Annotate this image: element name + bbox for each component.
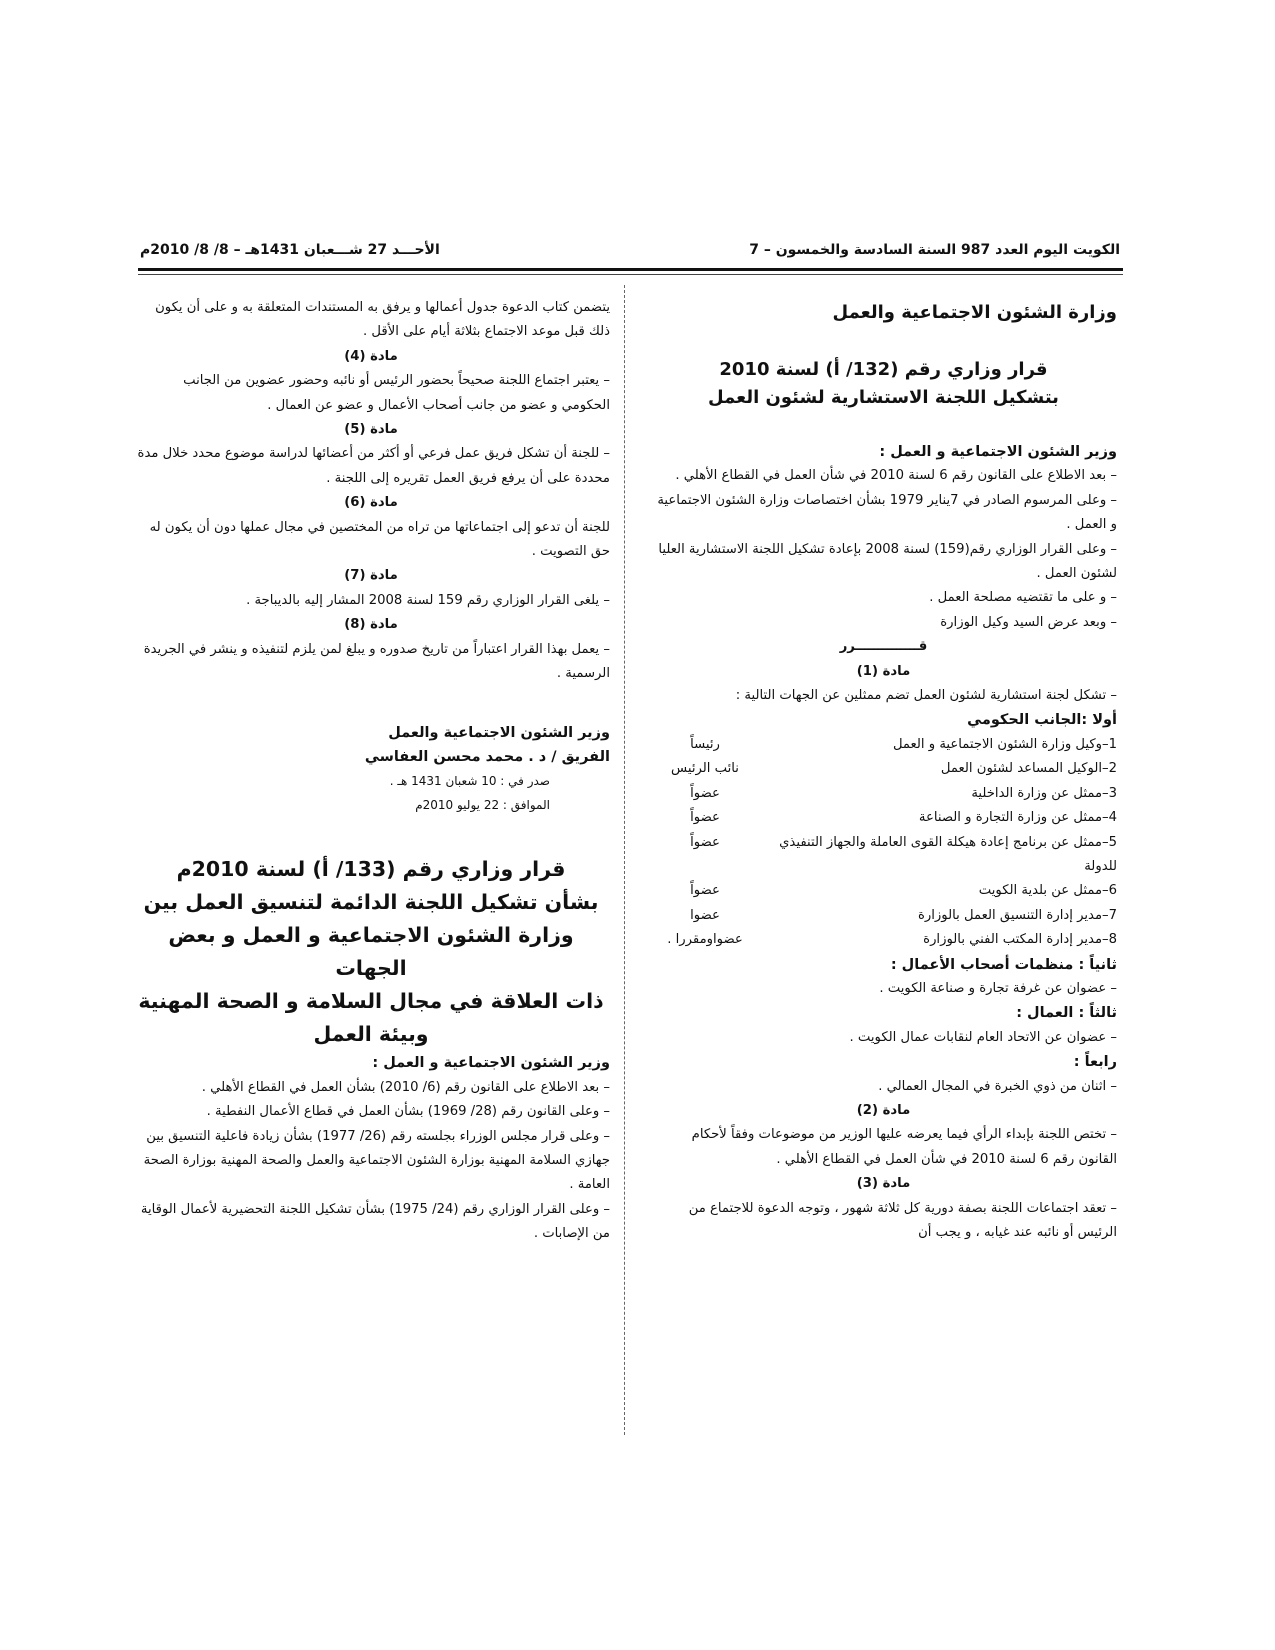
left-column (132, 296, 610, 1247)
representative-role: عضواً (690, 810, 720, 826)
representative-name: 2–الوكيل المساعد لشئون العمل (940, 761, 1117, 777)
representative-row (650, 757, 1117, 781)
preamble-item: – وبعد عرض السيد وكيل الوزارة (940, 614, 1117, 630)
preamble-item: – وعلى القانون رقم (28/ 1969) بشأن العمل في قطاع الأعمال النفطية . (206, 1104, 610, 1120)
preamble-item: – بعد الاطلاع على القانون رقم 6 لسنة 2010 في شأن العمل في القطاع الأهلي . (675, 468, 1117, 484)
article-2-title: مادة (2) (856, 1102, 911, 1118)
representative-row (650, 806, 1117, 830)
article-4-title: مادة (4) (344, 348, 398, 364)
header-issue-info: الكويت اليوم العدد 987 السنة السادسة والخمسون – 7 (749, 242, 1120, 258)
decision-2-title-line: بشأن تشكيل اللجنة الدائمة لتنسيق العمل بين (143, 890, 599, 915)
article-5-title: مادة (5) (344, 422, 398, 438)
column-divider (624, 285, 625, 1435)
page-header (140, 238, 1120, 266)
representative-row (650, 782, 1117, 806)
decision-title-line-2: بتشكيل اللجنة الاستشارية لشئون العمل (708, 387, 1059, 408)
header-rule (138, 268, 1123, 271)
representative-name: 6–ممثل عن بلدية الكويت (978, 883, 1117, 899)
article-1-text: – تشكل لجنة استشارية لشئون العمل تضم ممثلين عن الجهات التالية : (735, 688, 1117, 704)
article-5-text: – للجنة أن تشكل فريق عمل فرعي أو أكثر من أعضائها لدراسة موضوع محدد خلال مدة محددة على أن يرفع فريق العمل تقريره إلى اللجنة . (137, 446, 610, 486)
signature-name: الفريق / د . محمد محسن العفاسي (364, 748, 610, 765)
article-7-title: مادة (7) (344, 568, 398, 584)
preamble-item: – و على ما تقتضيه مصلحة العمل . (929, 590, 1117, 606)
representative-name: 8–مدير إدارة المكتب الفني بالوزارة (923, 932, 1117, 948)
article-1-title: مادة (1) (856, 663, 911, 679)
decision-2-title-line: وزارة الشئون الاجتماعية و العمل و بعض الجهات (168, 923, 574, 981)
article-6-text: للجنة أن تدعو إلى اجتماعاتها من تراه من المختصين في مجال عملها دون أن يكون له حق التصويت . (149, 519, 610, 560)
decision-2-title-line: ذات العلاقة في مجال السلامة و الصحة المهنية (138, 989, 604, 1014)
representative-role: نائب الرئيس (671, 761, 739, 777)
corresponding-date: الموافق : 22 يوليو 2010م (415, 798, 550, 813)
fourth-text: – اثنان من ذوي الخبرة في المجال العمالي . (878, 1078, 1117, 1094)
decides-heading: قــــــــــــــرر (839, 639, 928, 655)
representative-row (650, 928, 1117, 952)
representative-row (650, 831, 1117, 880)
representative-name: 5–ممثل عن برنامج إعادة هيكلة القوى العاملة والجهاز التنفيذي للدولة (779, 834, 1117, 874)
fourth-heading: رابعاً : (1073, 1054, 1117, 1071)
minister-heading: وزير الشئون الاجتماعية و العمل : (879, 444, 1117, 460)
representative-role: عضوا (690, 907, 720, 923)
preamble-item: – وعلى القرار الوزاري رقم (24/ 1975) بشأن تشكيل اللجنة التحضيرية لأعمال الوقاية من الإصابات . (140, 1201, 610, 1242)
article-3-continuation: يتضمن كتاب الدعوة جدول أعمالها و يرفق به المستندات المتعلقة به و على أن يكون ذلك قبل موعد الاجتماع بثلاثة أيام على الأقل . (155, 300, 610, 340)
ministry-name: وزارة الشئون الاجتماعية والعمل (832, 302, 1117, 323)
representative-name: 4–ممثل عن وزارة التجارة و الصناعة (918, 810, 1117, 826)
article-2-text: – تختص اللجنة بإبداء الرأي فيما يعرضه عليها الوزير من موضوعات وفقاً لأحكام القانون رقم 6 لسنة 2010 في شأن العمل في القطاع الأهلي . (691, 1127, 1117, 1167)
preamble-item: – وعلى المرسوم الصادر في 7يناير 1979 بشأن اختصاصات وزارة الشئون الاجتماعية و العمل . (657, 492, 1117, 533)
representative-role: عضواً (690, 883, 720, 899)
government-side-heading: أولا :الجانب الحكومي (967, 712, 1117, 729)
preamble-item: – وعلى قرار مجلس الوزراء بجلسته رقم (26/ 1977) بشأن زيادة فاعلية التنسيق بين جهازي السلامة المهنية بوزارة الشئون الاجتماعية والعمل والصحة المهنية بوزارة الصحة العامة . (143, 1128, 610, 1193)
signature-title: وزير الشئون الاجتماعية والعمل (388, 724, 610, 741)
representative-name: 1–وكيل وزارة الشئون الاجتماعية و العمل (892, 736, 1117, 752)
preamble-item: – وعلى القرار الوزاري رقم(159) لسنة 2008 بإعادة تشكيل اللجنة الاستشارية العليا لشئون العمل . (658, 541, 1117, 582)
representative-name: 7–مدير إدارة التنسيق العمل بالوزارة (917, 907, 1117, 923)
article-6-title: مادة (6) (344, 495, 398, 511)
workers-heading: ثالثاً : العمال : (1016, 1005, 1117, 1022)
representative-row (650, 879, 1117, 903)
workers-text: – عضوان عن الاتحاد العام لنقابات عمال الكويت . (849, 1029, 1117, 1045)
right-column (650, 296, 1117, 1245)
representative-role: عضواومقررا . (667, 932, 743, 948)
article-7-text: – يلغى القرار الوزاري رقم 159 لسنة 2008 المشار إليه بالديباجة . (246, 592, 610, 608)
article-8-text: – يعمل بهذا القرار اعتباراً من تاريخ صدوره و يبلغ لمن يلزم لتنفيذه و ينشر في الجريدة الرسمية . (143, 641, 610, 682)
header-rule-thin (138, 274, 1123, 275)
article-8-title: مادة (8) (344, 617, 398, 633)
header-date: الأحـــد 27 شـــعبان 1431هـ – 8/ 8/ 2010م (140, 242, 440, 258)
article-3-title: مادة (3) (856, 1176, 911, 1192)
representative-role: عضواً (690, 785, 720, 801)
minister-heading-2: وزير الشئون الاجتماعية و العمل : (372, 1055, 610, 1072)
representative-row (650, 733, 1117, 757)
representative-row (650, 904, 1117, 928)
employers-text: – عضوان عن غرفة تجارة و صناعة الكويت . (879, 980, 1117, 996)
decision-title-line-1: قرار وزاري رقم (132/ أ) لسنة 2010 (719, 359, 1048, 380)
decision-2-title-line: وبيئة العمل (313, 1022, 429, 1047)
issued-date: صدر في : 10 شعبان 1431 هـ . (389, 774, 550, 789)
preamble-item: – بعد الاطلاع على القانون رقم (6/ 2010) بشأن العمل في القطاع الأهلي . (201, 1079, 610, 1095)
representative-role: رئيساً (690, 736, 720, 752)
representative-name: 3–ممثل عن وزارة الداخلية (971, 785, 1117, 801)
article-3-text: – تعقد اجتماعات اللجنة بصفة دورية كل ثلاثة شهور ، وتوجه الدعوة للاجتماع من الرئيس أو نائبه عند غيابه ، و يجب أن (688, 1200, 1117, 1240)
representative-role: عضواً (690, 834, 720, 850)
decision-2-title-line: قرار وزاري رقم (133/ أ) لسنة 2010م (176, 857, 566, 882)
article-4-text: – يعتبر اجتماع اللجنة صحيحاً بحضور الرئيس أو نائبه وحضور عضوين من الجانب الحكومي و عضو من جانب أصحاب الأعمال و عضو عن العمال . (183, 373, 610, 413)
employers-heading: ثانياً : منظمات أصحاب الأعمال : (890, 956, 1117, 973)
